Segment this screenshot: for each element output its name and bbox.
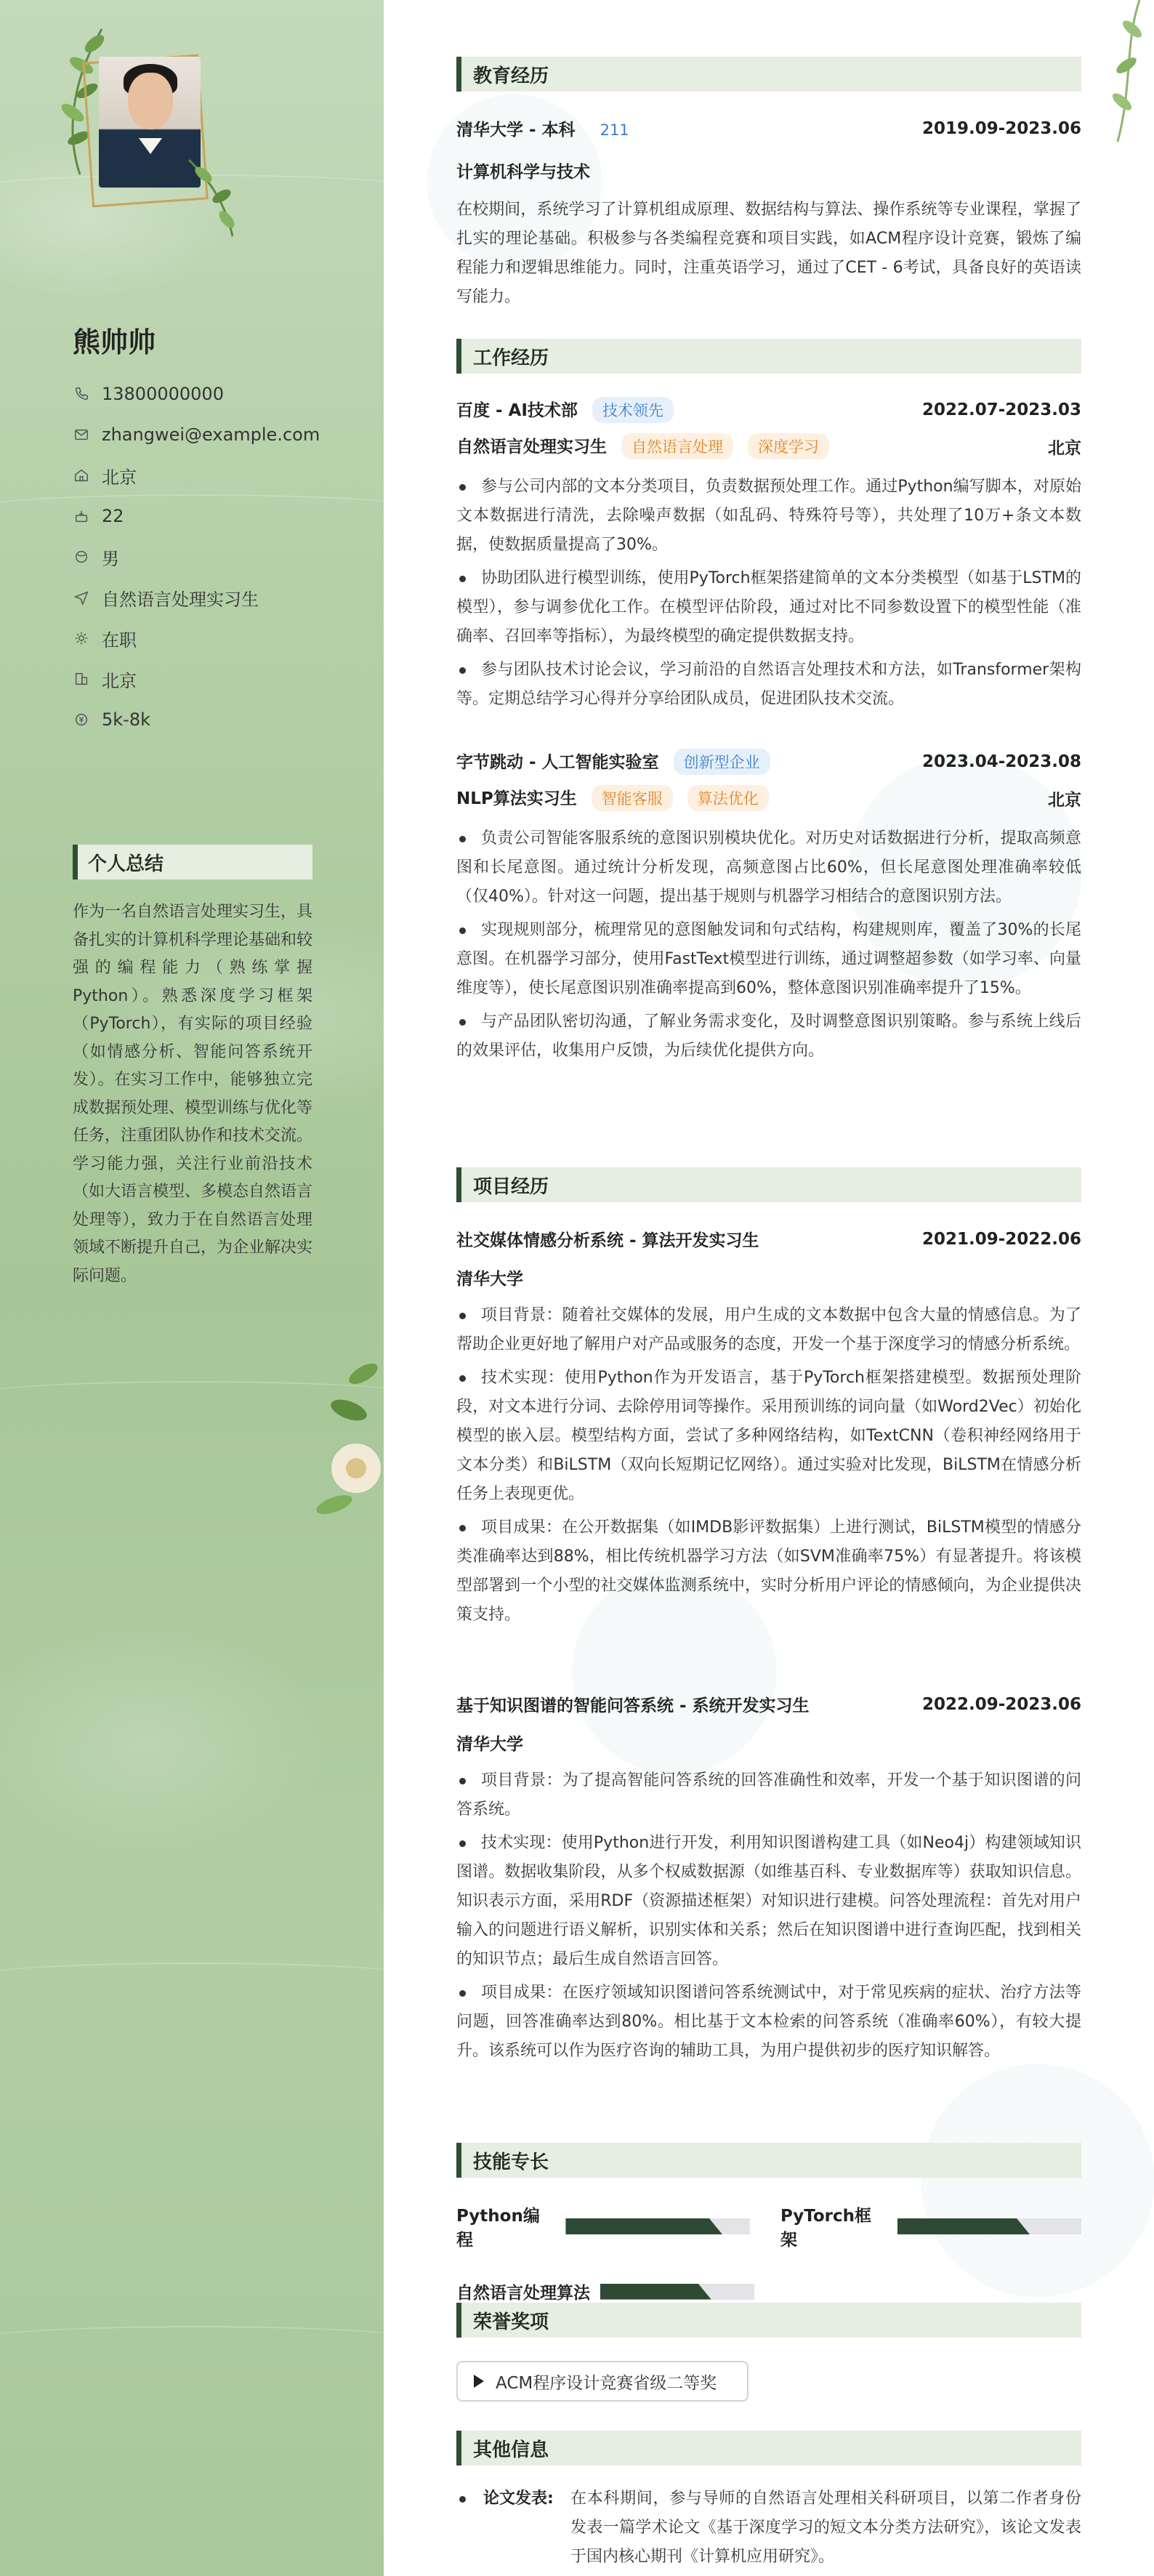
gear-icon <box>73 629 90 647</box>
company-tag: 技术领先 <box>592 397 674 423</box>
education-block <box>456 116 1081 312</box>
avatar <box>58 44 225 240</box>
background-wave <box>0 2326 384 2355</box>
home-icon <box>73 467 90 484</box>
skill-name: PyTorch框架 <box>780 2207 871 2250</box>
role-name: 自然语言处理实习生 <box>456 438 607 456</box>
project-org: 清华大学 <box>456 1735 523 1754</box>
skill-bar <box>897 2218 1081 2234</box>
age-text: 22 <box>102 506 124 526</box>
project-bullets <box>456 1301 1081 1630</box>
company-tag: 创新型企业 <box>674 749 770 775</box>
info-target-city <box>73 659 363 699</box>
background-wave <box>0 1963 384 1992</box>
project-period: 2022.09-2023.06 <box>921 1694 1081 1714</box>
role-tag: 自然语言处理 <box>621 433 733 459</box>
contact-info <box>73 374 363 740</box>
list-item: 项目成果：在医疗领域知识图谱问答系统测试中，对于常见疾病的症状、治疗方法等问题，回答准确率达到80%。相比基于文本检索的问答系统（准确率60%），有较大提升。该系统可以作为医疗咨询的辅助工具，为用户提供初步的医疗知识解答。 <box>456 1979 1081 2066</box>
info-age <box>73 496 363 536</box>
major: 计算机科学与技术 <box>456 163 590 182</box>
list-item: 协助团队进行模型训练，使用PyTorch框架搭建简单的文本分类模型（如基于LSTM的模型），参与调参优化工作。在模型评估阶段，通过对比不同参数设置下的模型性能（准确率、召回率等指标），为最终模型的确定提供数据支持。 <box>456 564 1081 651</box>
work-item <box>456 397 1081 718</box>
gender-icon <box>73 548 90 565</box>
target-job-text: 自然语言处理实习生 <box>102 589 259 610</box>
skill-name: Python编程 <box>456 2207 540 2250</box>
education-header-row <box>456 116 1081 141</box>
work-period: 2023.04-2023.08 <box>921 752 1081 771</box>
education-period: 2019.09-2023.06 <box>921 119 1081 138</box>
leaf-decoration-icon <box>1081 0 1154 145</box>
skills-heading: 技能专长 <box>456 2143 1081 2178</box>
info-status <box>73 618 363 659</box>
skills-list <box>456 2202 1081 2303</box>
list-item: 实现规则部分，梳理常见的意图触发词和句式结构，构建规则库，覆盖了30%的长尾意图。在机器学习部分，使用FastText模型进行训练，通过调整超参数（如学习率、向量维度等），使长尾意图识别准确率提高到60%，整体意图识别准确率提升了15%。 <box>456 916 1081 1003</box>
work-bullets <box>456 824 1081 1066</box>
list-item: 项目背景：为了提高智能问答系统的回答准确性和效率，开发一个基于知识图谱的问答系统。 <box>456 1766 1081 1824</box>
profile-name: 熊帅帅 <box>73 326 156 358</box>
company-name: 百度 - AI技术部 <box>456 401 578 420</box>
skill-item <box>456 2279 754 2303</box>
other-label: 论文发表: <box>483 2490 554 2508</box>
info-target-job <box>73 577 363 618</box>
work-period: 2022.07-2023.03 <box>921 401 1081 419</box>
list-item: 项目成果：在公开数据集（如IMDB影评数据集）上进行测试，BiLSTM模型的情感分类准确率达到88%，相比传统机器学习方法（如SVM准确率75%）有显著提升。将该模型部署到一个小型的社交媒体监测系统中，实时分析用户评论的情感倾向，为企业提供决策支持。 <box>456 1513 1081 1630</box>
location-text: 北京 <box>102 467 137 488</box>
cake-icon <box>73 507 90 525</box>
send-icon <box>73 589 90 606</box>
info-phone <box>73 374 363 414</box>
info-location <box>73 455 363 496</box>
project-period: 2021.09-2022.06 <box>921 1229 1081 1249</box>
gender-text: 男 <box>102 548 119 569</box>
skill-bar <box>600 2284 754 2300</box>
skill-fill <box>600 2284 711 2300</box>
skill-item <box>780 2202 1081 2250</box>
project-item <box>456 1227 1081 1634</box>
award-item <box>456 2361 749 2402</box>
skill-bar <box>565 2218 749 2234</box>
work-city: 北京 <box>1048 790 1081 810</box>
list-item: 技术实现：使用Python进行开发，利用知识图谱构建工具（如Neo4j）构建领域知识图谱。数据收集阶段，从多个权威数据源（如维基百科、专业数据库等）获取知识信息。知识表示方面，采用RDF（资源描述框架）对知识进行建模。问答处理流程：首先对用户输入的问题进行语义解析，识别实体和关系；然后在知识图谱中进行查询匹配，找到相关的知识节点；最后生成自然语言回答。 <box>456 1829 1081 1974</box>
info-gender <box>73 536 363 577</box>
status-text: 在职 <box>102 629 137 651</box>
education-heading: 教育经历 <box>456 57 1081 92</box>
skill-fill <box>565 2218 722 2234</box>
email-icon <box>73 426 90 443</box>
company-name: 字节跳动 - 人工智能实验室 <box>456 753 659 772</box>
role-tag: 深度学习 <box>748 433 829 459</box>
education-description: 在校期间，系统学习了计算机组成原理、数据结构与算法、操作系统等专业课程，掌握了扎实的理论基础。积极参与各类编程竞赛和项目实践，如ACM程序设计竞赛，锻炼了编程能力和逻辑思维能力。同时，注重英语学习，通过了CET - 6考试，具备良好的英语读写能力。 <box>456 201 1081 306</box>
skill-name: 自然语言处理算法 <box>456 2284 590 2303</box>
projects-heading: 项目经历 <box>456 1167 1081 1202</box>
building-icon <box>73 670 90 688</box>
play-icon <box>474 2375 484 2388</box>
role-name: NLP算法实习生 <box>456 789 577 808</box>
work-heading: 工作经历 <box>456 339 1081 374</box>
list-item: 参与公司内部的文本分类项目，负责数据预处理工作。通过Python编写脚本，对原始文本数据进行清洗，去除噪声数据（如乱码、特殊符号等），共处理了10万+条文本数据，使数据质量提高了30%。 <box>456 472 1081 560</box>
role-tag: 智能客服 <box>592 785 673 811</box>
other-item <box>456 2484 1081 2572</box>
info-salary <box>73 699 363 740</box>
bullet-icon <box>459 2496 466 2503</box>
role-tag: 算法优化 <box>687 785 769 811</box>
school-name: 清华大学 - 本科 <box>456 121 576 140</box>
project-name: 基于知识图谱的智能问答系统 - 系统开发实习生 <box>456 1696 810 1715</box>
info-email <box>73 414 363 455</box>
target-city-text: 北京 <box>102 670 137 691</box>
list-item: 项目背景：随着社交媒体的发展，用户生成的文本数据中包含大量的情感信息。为了帮助企业更好地了解用户对产品或服务的态度，开发一个基于深度学习的情感分析系统。 <box>456 1301 1081 1359</box>
summary-text: 作为一名自然语言处理实习生，具备扎实的计算机科学理论基础和较强的编程能力（熟练掌握Python）。熟悉深度学习框架（PyTorch），有实际的项目经验（如情感分析、智能问答系统开发）。在实习工作中，能够独立完成数据预处理、模型训练与优化等任务，注重团队协作和技术交流。学习能力强，关注行业前沿技术（如大语言模型、多模态自然语言处理等），致力于在自然语言处理领域不断提升自己，为企业解决实际问题。 <box>73 903 313 1285</box>
school-tag: 211 <box>600 121 629 139</box>
list-item: 技术实现：使用Python作为开发语言，基于PyTorch框架搭建模型。数据预处理阶段，对文本进行分词、去除停用词等操作。采用预训练的词向量（如Word2Vec）初始化模型的嵌入层。模型结构方面，尝试了多种网络结构，如TextCNN（卷积神经网络用于文本分类）和BiLSTM（双向长短期记忆网络）。通过实验对比发现，BiLSTM在情感分析任务上表现更优。 <box>456 1364 1081 1509</box>
sidebar <box>0 0 384 2576</box>
project-item <box>456 1692 1081 2070</box>
list-item: 参与团队技术讨论会议，学习前沿的自然语言处理技术和方法，如Transformer架构等。定期总结学习心得并分享给团队成员，促进团队技术交流。 <box>456 656 1081 714</box>
main-content <box>384 0 1154 2576</box>
project-name: 社交媒体情感分析系统 - 算法开发实习生 <box>456 1231 759 1250</box>
work-item <box>456 749 1081 1070</box>
phone-icon <box>73 385 90 403</box>
work-city: 北京 <box>1048 438 1081 458</box>
project-org: 清华大学 <box>456 1270 523 1289</box>
email-text: zhangwei@example.com <box>102 424 320 445</box>
money-icon <box>73 711 90 728</box>
other-text: 在本科期间，参与导师的自然语言处理相关科研项目，以第二作者身份发表一篇学术论文《基于深度学习的短文本分类方法研究》，该论文发表于国内核心期刊《计算机应用研究》。 <box>570 2490 1081 2566</box>
leaf-decoration-icon <box>182 153 247 240</box>
skill-fill <box>897 2218 1030 2234</box>
salary-text: 5k-8k <box>102 709 150 730</box>
awards-heading: 荣誉奖项 <box>456 2303 1081 2338</box>
list-item: 与产品团队密切沟通，了解业务需求变化，及时调整意图识别策略。参与系统上线后的效果评估，收集用户反馈，为后续优化提供方向。 <box>456 1007 1081 1066</box>
other-heading: 其他信息 <box>456 2431 1081 2466</box>
work-bullets <box>456 472 1081 714</box>
phone-text: 13800000000 <box>102 384 224 404</box>
award-text: ACM程序设计竞赛省级二等奖 <box>496 2373 717 2393</box>
project-bullets <box>456 1766 1081 2066</box>
list-item: 负责公司智能客服系统的意图识别模块优化。对历史对话数据进行分析，提取高频意图和长尾意图。通过统计分析发现，高频意图占比60%，但长尾意图处理准确率较低（仅40%）。针对这一问题，提出基于规则与机器学习相结合的意图识别方法。 <box>456 824 1081 911</box>
flower-decoration-icon <box>291 1345 384 1534</box>
skill-item <box>456 2202 750 2250</box>
summary-heading: 个人总结 <box>73 845 312 880</box>
